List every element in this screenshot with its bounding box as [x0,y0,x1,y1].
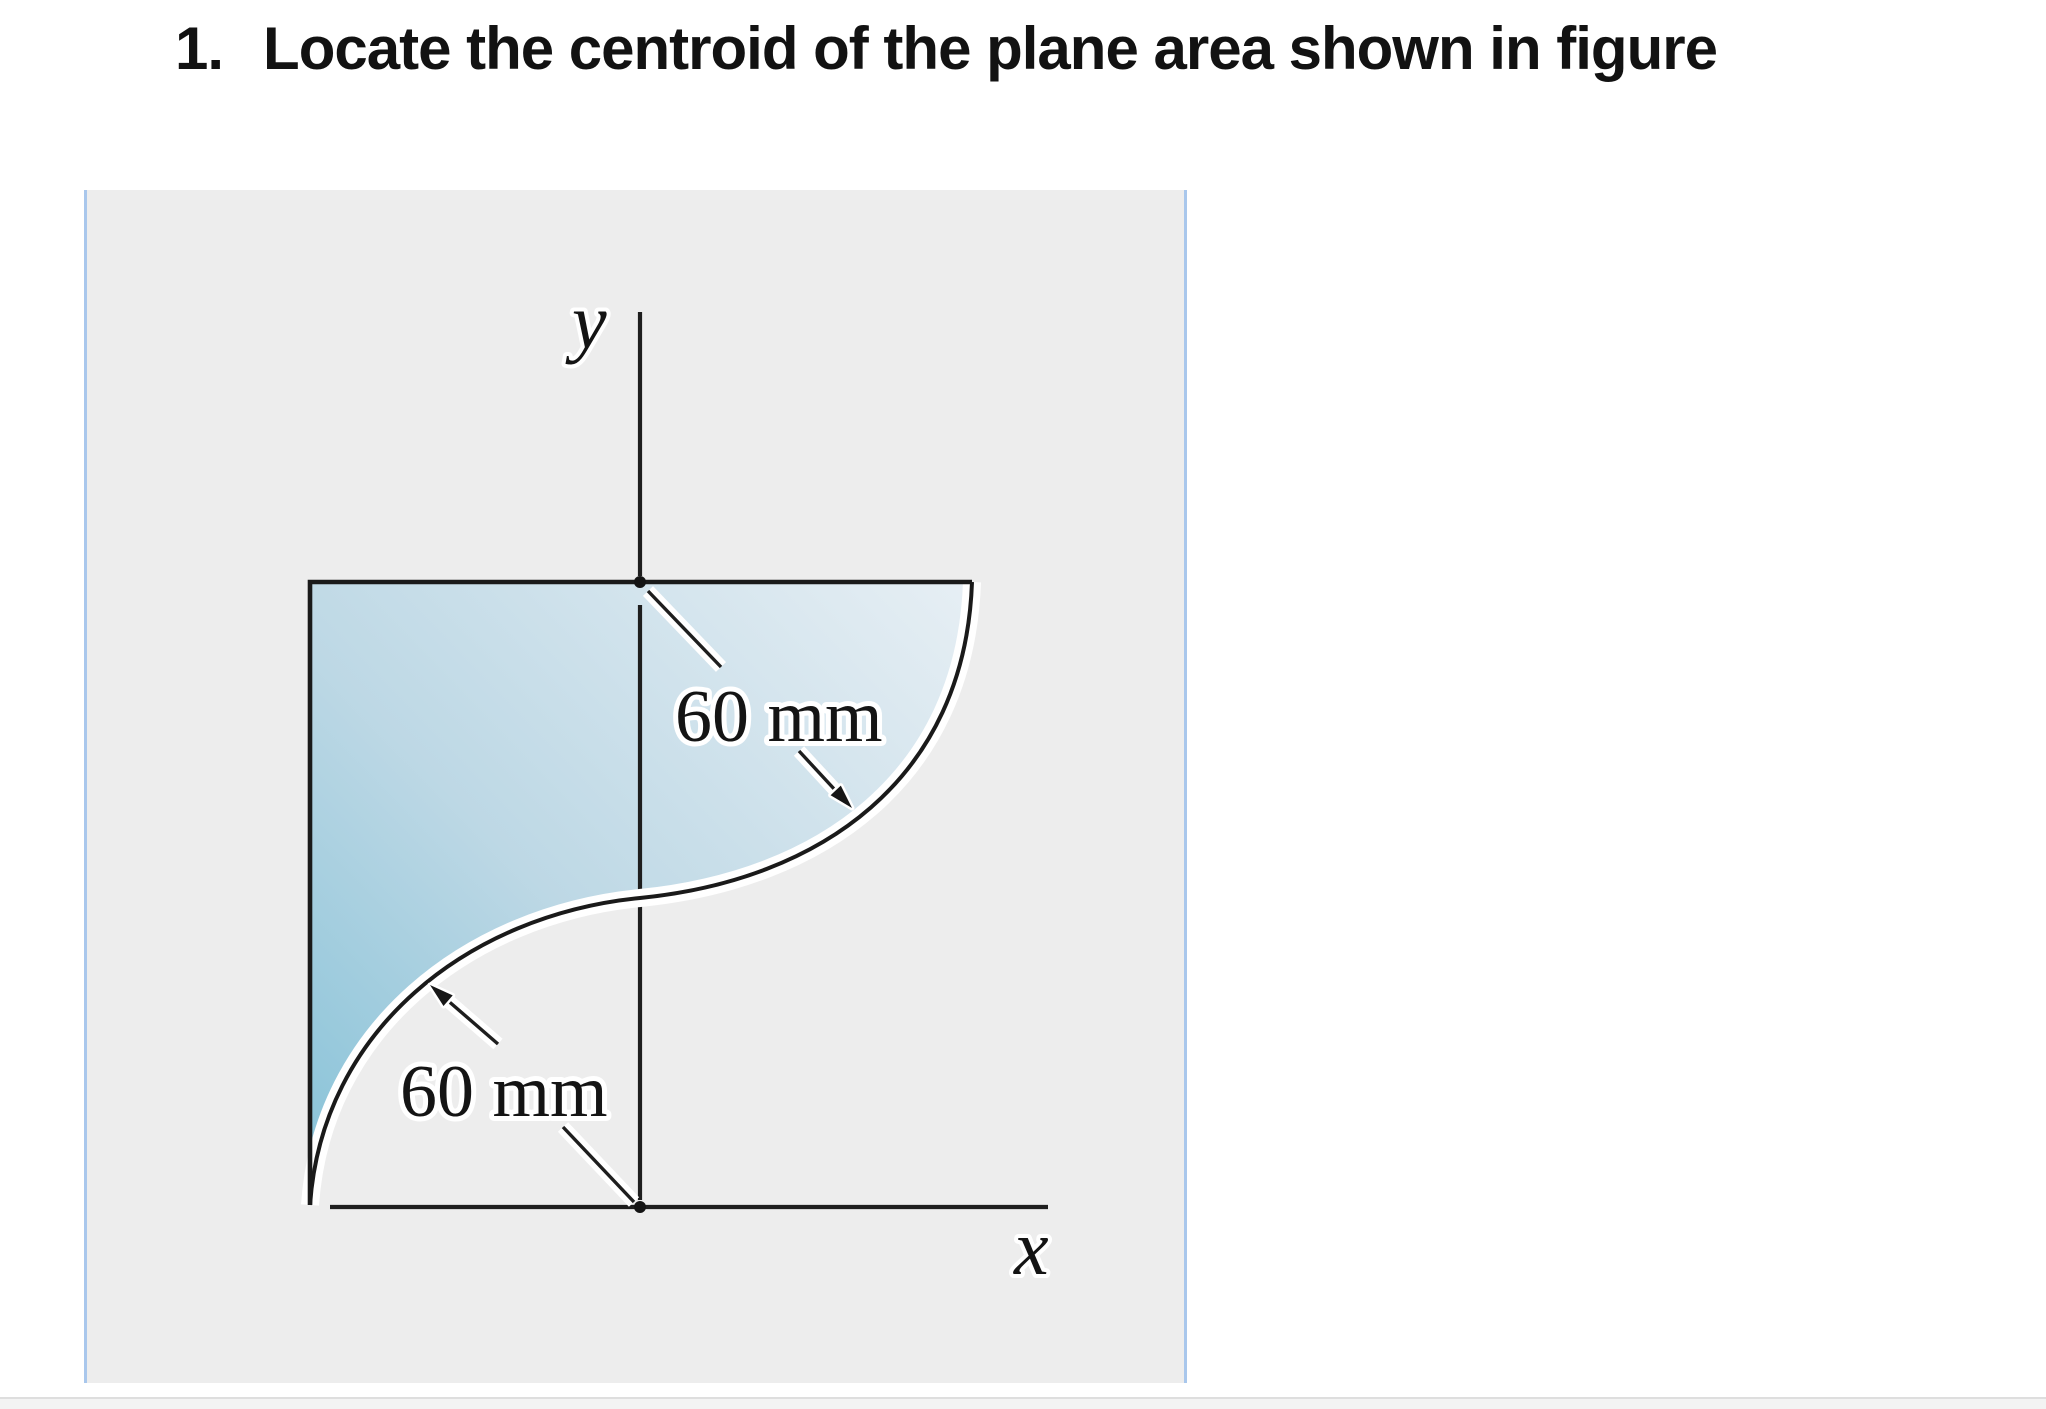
problem-title-text: Locate the centroid of the plane area shown in figure [263,15,1717,82]
x-axis-label: x [1014,1204,1049,1291]
bottom-strip [0,1397,2046,1409]
origin-dot [634,1201,646,1213]
dim-top-label: 60 mm [675,676,883,758]
top-intersection-dot [634,576,646,588]
y-axis-label: y [572,278,607,365]
dim-bottom-label: 60 mm [400,1051,608,1133]
problem-number: 1. [175,15,224,82]
